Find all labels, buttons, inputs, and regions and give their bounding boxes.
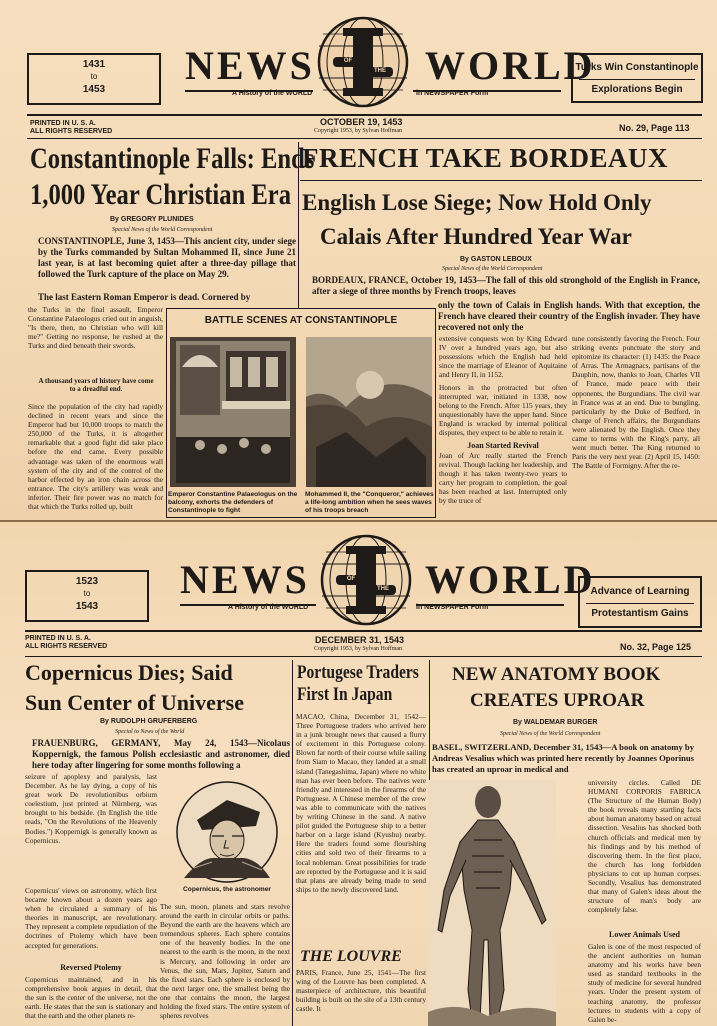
lead-bordeaux: BORDEAUX, FRANCE, October 19, 1453—The fall of this old stronghold of the English in France, after a siege of three months by French troops, leaves xyxy=(312,275,700,296)
masthead-world: WORLD xyxy=(425,557,596,602)
teaser-line-2: Protestantism Gains xyxy=(591,608,689,619)
teaser-line-2: Explorations Begin xyxy=(591,84,683,95)
body-copernicus-col1c: Copernicus maintained, and in his comprehensive book argues in detail, that the sun is the center of the universe, not the earth. He states that the sun is stationary and that the earth and the other planets re- xyxy=(25,975,157,1021)
subhead-reversed-ptolemy: Reversed Ptolemy xyxy=(60,963,122,972)
engraving-breach xyxy=(306,337,432,487)
globe-emblem xyxy=(313,14,413,110)
subhead-lower-animals: Lower Animals Used xyxy=(609,930,680,939)
lead-copernicus: FRAUENBURG, GERMANY, May 24, 1543—Nicolaus Koppernigk, the famous Polish ecclesiastic and astronomer, died here today after lingering for some months following a xyxy=(32,738,290,770)
copyright-line: Copyright 1953, by Sylvan Hoffman xyxy=(314,128,403,134)
caption-breach: Mohammed II, the "Conqueror," achieves a life-long ambition when he sees waves of his troops breach xyxy=(305,491,434,514)
years-box xyxy=(25,570,149,622)
masthead-news: NEWS xyxy=(185,43,315,88)
years-box xyxy=(27,53,161,105)
body-bordeaux-col1c: Joan of Arc really started the French revival. Though lacking her leadership, and though it has taken twenty-two years to carry her program to completion, the goal has been reached at last. Interrupted only by the truce of xyxy=(439,451,567,506)
body-louvre: PARIS, France, June 25, 1541—The first wing of the Louvre has been completed. A masterpiece of architecture, this beautiful building is built on the site of a 13th century castle. It xyxy=(296,968,426,1014)
body-constantinople-col1: the Turks in the final assault, Emperor Constantine Palaeologus cried out in anguish, "Is there, then, no Christian who will kill me?" Getting no response, he rushed at the Turks and died beneath their swords. xyxy=(28,305,163,351)
masthead-news: NEWS xyxy=(180,557,310,602)
years-start: 1431 xyxy=(82,59,106,70)
photo-box-title: BATTLE SCENES AT CONSTANTINOPLE xyxy=(204,315,398,326)
body-copernicus-col1b: Copernicus' views on astronomy, which first became known about a dozen years ago when he circulated a summary of his theories in manuscript, are revolutionary. They represent a complete repudiation of the doctrines of Ptolemy which have been accepted for generations. xyxy=(25,886,157,950)
years-end: 1543 xyxy=(75,601,99,612)
special-bordeaux: Special News of the World Correspondent xyxy=(442,266,543,272)
all-rights-reserved: ALL RIGHTS RESERVED xyxy=(25,643,108,650)
globe-word-of: OF xyxy=(343,58,353,64)
lead-anatomy: BASEL, SWITZERLAND, December 31, 1543—A book on anatomy by Andreas Vesalius which was printed here recently by Joannes Oporinus has created an uproar in medical and xyxy=(432,742,694,774)
caption-balcony: Emperor Constantine Palaeologus on the balcony, exhorts the defenders of Constantinople to fight xyxy=(168,491,298,514)
engraving-balcony xyxy=(170,337,296,487)
newspaper-page-1543 xyxy=(0,520,717,1026)
years-to: to xyxy=(83,589,91,598)
byline-bordeaux: By GASTON LEBOUX xyxy=(460,256,532,263)
byline-constantinople: By GREGORY PLUNIDES xyxy=(110,216,194,223)
years-to: to xyxy=(90,72,98,81)
headline-traders-2: First In Japan xyxy=(297,684,393,705)
globe-word-the: THE xyxy=(377,586,389,592)
body-bordeaux-col1: extensive conquests won by King Edward IV over a hundred years ago, but also possessions which the English had held since the marriage of Eleanor of Aquitaine and Henry II, in 1152. xyxy=(439,334,567,380)
teaser-line-1: Advance of Learning xyxy=(590,586,690,597)
globe-word-the: THE xyxy=(374,68,386,74)
special-copernicus: Special to News of the World xyxy=(115,729,185,735)
headline-anatomy-2: CREATES UPROAR xyxy=(470,690,645,711)
headline-louvre: THE LOUVRE xyxy=(300,948,402,965)
lead-bordeaux-2: only the town of Calais in English hands. With that exception, the French have cleared their country of the English invader. They have recovered not only the xyxy=(438,300,700,332)
caption-copernicus: Copernicus, the astronomer xyxy=(183,886,271,893)
body-constantinople-col1b: Since the population of the city had rapidly declined in recent years and since the Emperor had but 10,000 troops to match the 250,000 of the Turks, it is altogether remarkable that a good fight did take place before the end came. Every possible advantage was taken of the enormous wall system of the city and of the control of the harbor effected by an iron chain across the entrance. The city's artillery was weak and inferior. Their fire power was no match for that which the Turks rolled up, built xyxy=(28,402,163,512)
headline-copernicus-2: Sun Center of Universe xyxy=(25,690,244,715)
headline-copernicus-1: Copernicus Dies; Said xyxy=(25,660,233,685)
byline-anatomy: By WALDEMAR BURGER xyxy=(513,719,598,726)
headline-traders-1: Portugese Traders xyxy=(297,662,419,683)
headline-bordeaux-1: English Lose Siege; Now Hold Only xyxy=(302,190,652,215)
issue-date: DECEMBER 31, 1543 xyxy=(315,635,405,645)
copyright-line: Copyright 1953, by Sylvan Hoffman xyxy=(314,646,403,652)
lead-constantinople-2: The last Eastern Roman Emperor is dead. Cornered by xyxy=(38,292,251,302)
copernicus-portrait xyxy=(172,778,282,886)
body-bordeaux-col1b: Honors in the protracted but often interrupted war, initiated in 1338, now belong to the French. After 115 years, they unquestionably have the upper hand. Since England is wracked by internal political disputes, they expect to be able to retain it. xyxy=(439,383,567,438)
printed-in-usa: PRINTED IN U. S. A. xyxy=(25,635,91,642)
tagline-left: A History of the WORLD xyxy=(232,90,313,97)
globe-emblem xyxy=(316,532,416,628)
headline-anatomy-1: NEW ANATOMY BOOK xyxy=(452,664,661,685)
tagline-right: in NEWSPAPER Form xyxy=(416,90,489,97)
body-bordeaux-col2: tune consistently favoring the French. Four striking events punctuate the story and epitomize its character: (1) 1435: the Peace of Arras. The Armagnacs, partisans of the Dauphin, now, thanks to Joan, Charles VII of France, made peace with their opponents, the Burgundians. The civil war in France was at an end. Due to bungling, particularly by the Duke of Bedford, in charge of French affairs, the Burgundians were alienated by the English. Once they came to terms with the King's party, all went much better. The King returned to Paris the very next year. (2) April 15, 1450: The Battle of Formigny. After the re- xyxy=(572,334,700,471)
masthead-world: WORLD xyxy=(425,43,596,88)
special-constantinople: Special News of the World Correspondent xyxy=(112,227,213,233)
body-copernicus-col1: seizure of apoplexy and paralysis, last December. As he lay dying, a copy of his great work De revolutionibus orbium coelestium, just printed at Nürnberg, was brought to his bedside. (In English the title reads, "On the Revolutions of the Heavenly Bodies.") Koppernigk is generally known as Copernicus. xyxy=(25,772,157,845)
headline-constantinople-2: 1,000 Year Christian Era xyxy=(30,178,292,211)
issue-number: No. 29, Page 113 xyxy=(619,123,690,133)
tagline-right: in NEWSPAPER Form xyxy=(416,604,489,611)
body-copernicus-col2: The sun, moon, planets and stars revolve around the earth in circular orbits or paths. Beyond the earth are the heavens which are tremendous spheres. Each sphere contains one of the heavenly bodies. In the one nearest to the earth is the moon, in the next is Mercury, and following in order are Venus, the sun, Mars, Jupiter, Saturn and the fixed stars. Each sphere is enclosed by the next larger one, the smallest being the one that contains the moon, the largest holding the fixed stars. The entire system of spheres revolves xyxy=(160,902,290,1021)
lead-constantinople: CONSTANTINOPLE, June 3, 1453—This ancient city, under siege by the Turks commanded by Sultan Mohammed II, since June 21 last year, is at last becoming quiet after a three-day pillage that followed the Turk capture of the place on May 29. xyxy=(38,236,296,279)
byline-copernicus: By RUDOLPH GRUFERBERG xyxy=(100,718,198,725)
printed-in-usa: PRINTED IN U. S. A. xyxy=(30,120,96,127)
years-start: 1523 xyxy=(75,576,99,587)
globe-word-of: OF xyxy=(346,576,356,582)
banner-french-take-bordeaux: FRENCH TAKE BORDEAUX xyxy=(302,143,669,173)
anatomy-engraving xyxy=(428,780,556,1026)
issue-date: OCTOBER 19, 1453 xyxy=(320,117,403,127)
body-anatomy-col2: Galen is one of the most respected of the ancient authorities on human anatomy and his works have been used as standard textbooks in the study of medicine for several hundred years. Under the present system of teaching anatomy, the professor lectures to students with a copy of Galen be- xyxy=(588,942,701,1024)
all-rights-reserved: ALL RIGHTS RESERVED xyxy=(30,128,113,135)
headline-bordeaux-2: Calais After Hundred Year War xyxy=(320,224,632,249)
issue-number: No. 32, Page 125 xyxy=(620,642,692,652)
body-anatomy-col: university circles. Called DE HUMANI CORPORIS FABRICA (The Structure of the Human Body) the book reveals many startling facts about human anatomy based on actual dissection. Vesalius has shocked both church officials and medical men by his findings and by his method of discovering them. In the first place, the church has long forbidden physicians to cut up human corpses. Secondly, Vesalius has demonstrated that many of Galen's ideas about the structure of man's body are completely false. xyxy=(588,778,701,915)
special-anatomy: Special News of the World Correspondent xyxy=(500,731,601,737)
teaser-box xyxy=(578,576,702,628)
years-end: 1453 xyxy=(82,84,106,95)
subhead-joan: Joan Started Revival xyxy=(467,441,539,450)
teaser-line-1: Turks Win Constantinople xyxy=(575,62,699,73)
headline-constantinople-1: Constantinople Falls: Ends xyxy=(30,142,315,175)
tagline-left: A History of the WORLD xyxy=(228,604,309,611)
subhead-constantinople: A thousand years of history have come to a dreadful end. xyxy=(38,377,154,393)
teaser-box xyxy=(571,53,703,103)
body-traders: MACAO, China, December 31, 1542—Three Portuguese traders who arrived here in a junk brought news that caused a flurry of excitement in this Portuguese colony. Blown far north of their course while sailing from Siam to Macao, they landed at a small island (Tanegashima, Japan) where no white man has ever been before. The natives were friendly and interested in the firearms of the Portuguese. A Chinese member of the crew was able to communicate with the natives by writing Chinese in the sand. A native pilot guided the Portuguese ship to a better harbor on a large island (Kyushu) nearby. Here the traders found some flourishing cities and sold two of their firearms to a local nobleman. Great possibilities for trade are reported by the Portuguese and it is said that plans are already being made to send ships to the newly discovered land. xyxy=(296,712,426,894)
